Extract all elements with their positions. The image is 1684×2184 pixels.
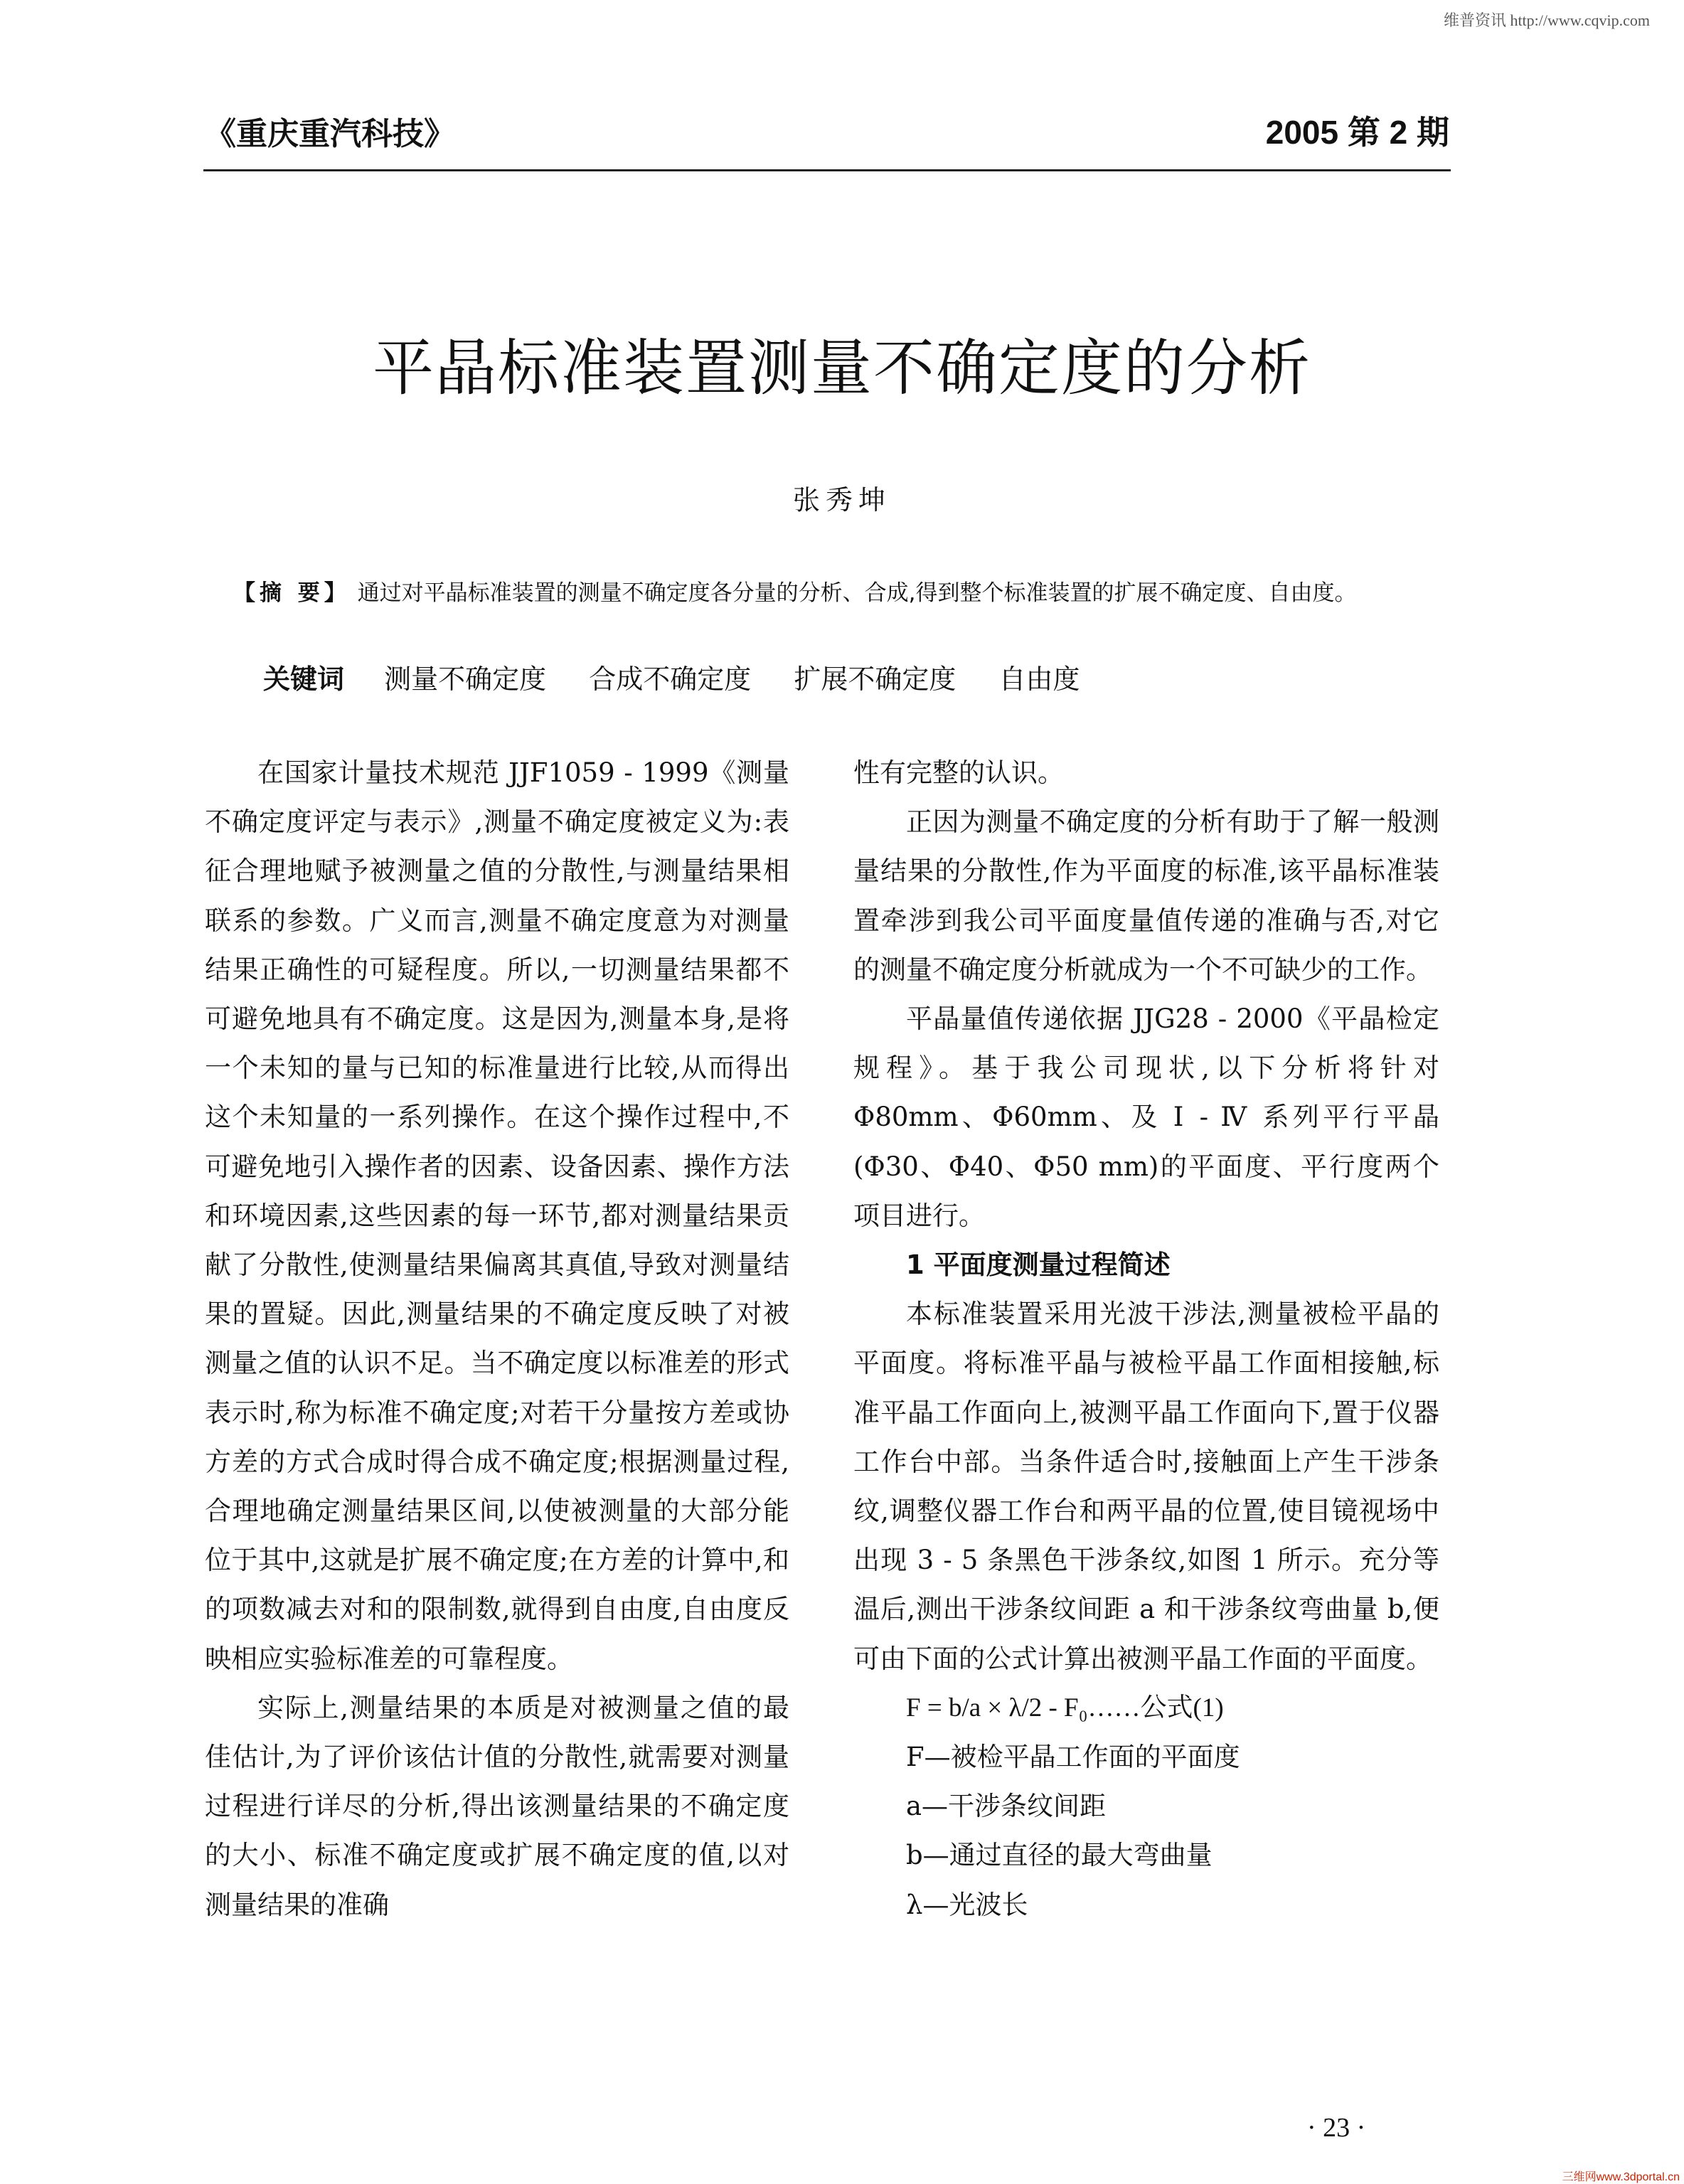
keyword: 自由度	[998, 664, 1080, 695]
abstract-label: 【摘 要】	[233, 580, 351, 606]
right-column	[853, 748, 1439, 1929]
keywords	[263, 657, 1114, 696]
keyword: 扩展不确定度	[794, 664, 956, 695]
watermark: 维普资讯 http://www.cqvip.com	[1443, 11, 1650, 29]
keyword: 合成不确定度	[589, 664, 752, 695]
journal-name: 《重庆重汽科技》	[205, 116, 455, 152]
issue-number: 2005 第 2 期	[1265, 114, 1449, 151]
definition-item: a—干涉条纹间距	[906, 1791, 1107, 1822]
bottom-stamp: 三维网www.3dportal.cn	[1562, 2171, 1680, 2183]
header-rule	[203, 169, 1451, 171]
paragraph: 平晶量值传递依据 JJG28 - 2000《平晶检定规程》。基于我公司现状,以下分析将针对 Φ80mm、Φ60mm、及 Ⅰ - Ⅳ 系列平行平晶(Φ30、Φ40、Φ50 mm)的平面度、平行度两个项目进行。	[853, 1003, 1439, 1231]
article-title: 平晶标准装置测量不确定度的分析	[373, 333, 1311, 404]
author: 张秀坤	[792, 484, 891, 516]
abstract	[205, 572, 1442, 614]
left-column	[205, 748, 789, 1929]
paragraph-continuation: 性有完整的认识。	[853, 757, 1064, 788]
abstract-text: 通过对平晶标准装置的测量不确定度各分量的分析、合成,得到整个标准装置的扩展不确定度、自由度。	[357, 580, 1357, 606]
page-number: · 23 ·	[1307, 2113, 1366, 2143]
formula: F = b/a × λ/2 - F₀……公式(1)	[906, 1693, 1224, 1722]
definition-item: λ—光波长	[906, 1889, 1028, 1920]
definition-item: b—通过直径的最大弯曲量	[906, 1840, 1213, 1871]
paragraph: 实际上,测量结果的本质是对被测量之值的最佳估计,为了评价该估计值的分散性,就需要对测量过程进行详尽的分析,得出该测量结果的不确定度的大小、标准不确定度或扩展不确定度的值,以对测量结果的准确	[205, 1692, 789, 1920]
keywords-label: 关键词	[263, 664, 345, 695]
paragraph: 正因为测量不确定度的分析有助于了解一般测量结果的分散性,作为平面度的标准,该平晶标准装置牵涉到我公司平面度量值传递的准确与否,对它的测量不确定度分析就成为一个不可缺少的工作。	[853, 806, 1439, 985]
definition-item: F—被检平晶工作面的平面度	[906, 1742, 1240, 1773]
paragraph: 本标准装置采用光波干涉法,测量被检平晶的平面度。将标准平晶与被检平晶工作面相接触,标准平晶工作面向上,被测平晶工作面向下,置于仪器工作台中部。当条件适合时,接触面上产生干涉条纹,调整仪器工作台和两平晶的位置,使目镜视场中出现 3 - 5 条黑色干涉条纹,如图 1 所示。充分等温后,测出干涉条纹间距 a 和干涉条纹弯曲量 b,便可由下面的公式计算出被测平晶工作面的平面度。	[853, 1299, 1439, 1674]
paragraph: 在国家计量技术规范 JJF1059 - 1999《测量不确定度评定与表示》,测量不确定度被定义为:表征合理地赋予被测量之值的分散性,与测量结果相联系的参数。广义而言,测量不确定度意为对测量结果正确性的可疑程度。所以,一切测量结果都不可避免地具有不确定度。这是因为,测量本身,是将一个未知的量与已知的标准量进行比较,从而得出这个未知量的一系列操作。在这个操作过程中,不可避免地引入操作者的因素、设备因素、操作方法和环境因素,这些因素的每一环节,都对测量结果贡献了分散性,使测量结果偏离其真值,导致对测量结果的置疑。因此,测量结果的不确定度反映了对被测量之值的认识不足。当不确定度以标准差的形式表示时,称为标准不确定度;对若干分量按方差或协方差的方式合成时得合成不确定度;根据测量过程,合理地确定测量结果区间,以使被测量的大部分能位于其中,这就是扩展不确定度;在方差的计算中,和的项数减去对和的限制数,就得到自由度,自由度反映相应实验标准差的可靠程度。	[205, 757, 789, 1674]
keyword: 测量不确定度	[384, 664, 547, 695]
section-heading: 1 平面度测量过程简述	[906, 1250, 1171, 1281]
